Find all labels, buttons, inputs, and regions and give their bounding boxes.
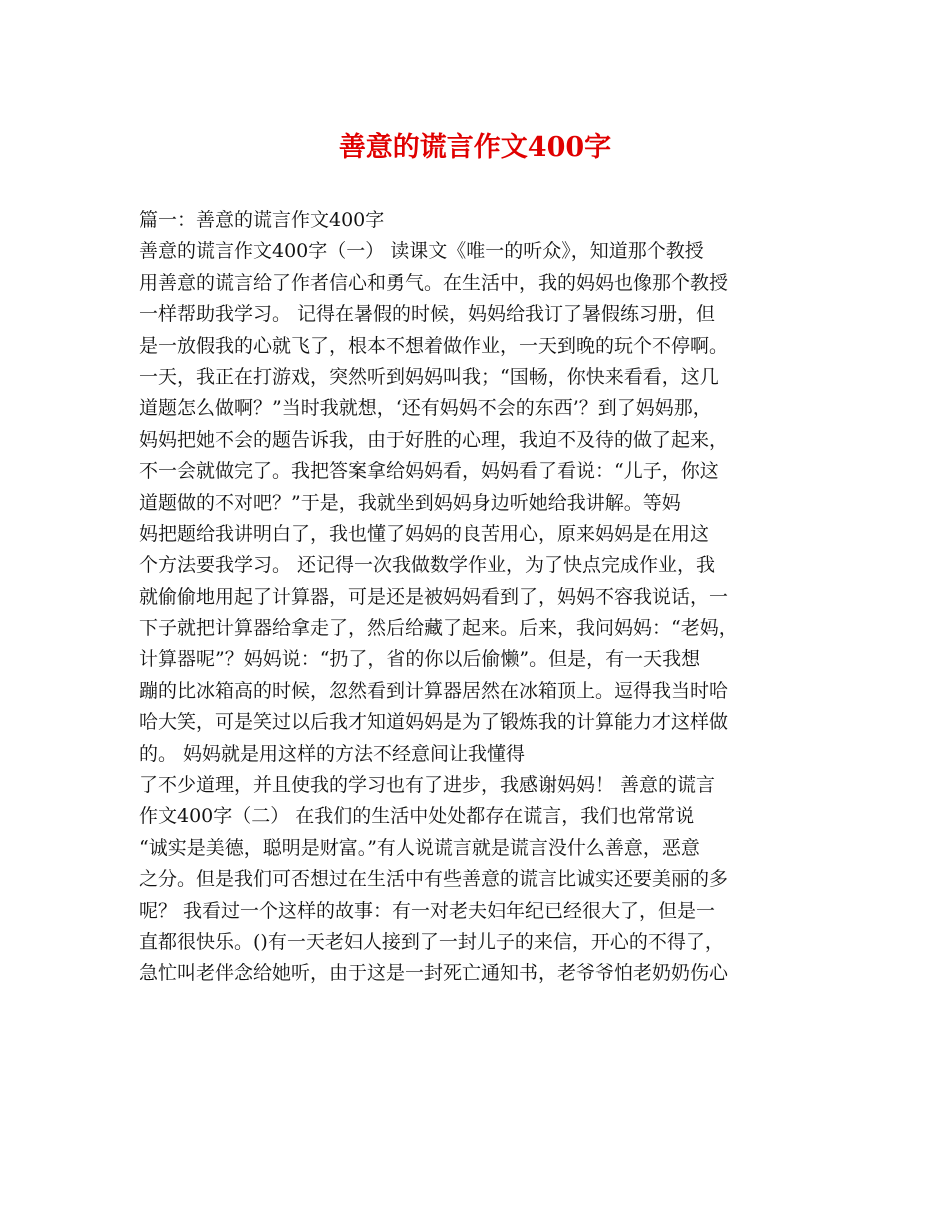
document-body: [139, 205, 819, 990]
text-line: 下子就把计算器给拿走了，然后给藏了起来。后来，我问妈妈：“老妈，: [139, 617, 738, 640]
text-line: 了不少道理，并且使我的学习也有了进步，我感谢妈妈！ 善意的谎言: [139, 774, 716, 797]
text-line: 是一放假我的心就飞了，根本不想着做作业，一天到晚的玩个不停啊。: [139, 334, 729, 357]
text-line: 哈大笑，可是笑过以后我才知道妈妈是为了锻炼我的计算能力才这样做: [139, 711, 729, 734]
document-title: 善意的谎言作文400字: [338, 132, 612, 163]
text-line: 直都很快乐。()有一天老妇人接到了一封儿子的来信，开心的不得了，: [139, 930, 724, 953]
text-line: 计算器呢”？妈妈说：“扔了，省的你以后偷懒”。但是，有一天我想: [139, 648, 701, 671]
text-line: 篇一：善意的谎言作文400字: [139, 209, 385, 231]
text-line: 不一会就做完了。我把答案拿给妈妈看，妈妈看了看说：“儿子，你这: [139, 460, 719, 483]
text-line: 作文400字（二） 在我们的生活中处处都存在谎言，我们也常常说: [139, 805, 695, 828]
text-line: 一天，我正在打游戏，突然听到妈妈叫我；“国畅，你快来看看，这几: [139, 365, 719, 388]
text-line: 急忙叫老伴念给她听，由于这是一封死亡通知书，老爷爷怕老奶奶伤心: [139, 962, 729, 985]
text-line: 妈妈把她不会的题告诉我，由于好胜的心理，我迫不及待的做了起来，: [139, 428, 729, 451]
text-line: 呢？ 我看过一个这样的故事：有一对老夫妇年纪已经很大了，但是一: [139, 899, 716, 922]
text-line: 之分。但是我们可否想过在生活中有些善意的谎言比诚实还要美丽的多: [139, 868, 729, 891]
text-line: 一样帮助我学习。 记得在暑假的时候，妈妈给我订了暑假练习册，但: [139, 303, 716, 326]
text-line: 善意的谎言作文400字（一） 读课文《唯一的听众》，知道那个教授: [139, 240, 704, 263]
text-line: 妈把题给我讲明白了，我也懂了妈妈的良苦用心，原来妈妈是在用这: [139, 522, 710, 545]
text-line: 的。 妈妈就是用这样的方法不经意间让我懂得: [139, 742, 526, 765]
text-line: “诚实是美德，聪明是财富。”有人说谎言就是谎言没什么善意，恶意: [139, 836, 700, 859]
text-line: 就偷偷地用起了计算器，可是还是被妈妈看到了，妈妈不容我说话，一: [139, 585, 729, 608]
text-line: 道题做的不对吧？”于是，我就坐到妈妈身边听她给我讲解。等妈: [139, 491, 681, 514]
text-line: 用善意的谎言给了作者信心和勇气。在生活中，我的妈妈也像那个教授: [139, 271, 729, 294]
text-line: 蹦的比冰箱高的时候，忽然看到计算器居然在冰箱顶上。逗得我当时哈: [139, 679, 729, 702]
text-line: 道题怎么做啊？”当时我就想，‘还有妈妈不会的东西’？到了妈妈那，: [139, 397, 712, 420]
text-line: 个方法要我学习。 还记得一次我做数学作业，为了快点完成作业，我: [139, 554, 716, 577]
